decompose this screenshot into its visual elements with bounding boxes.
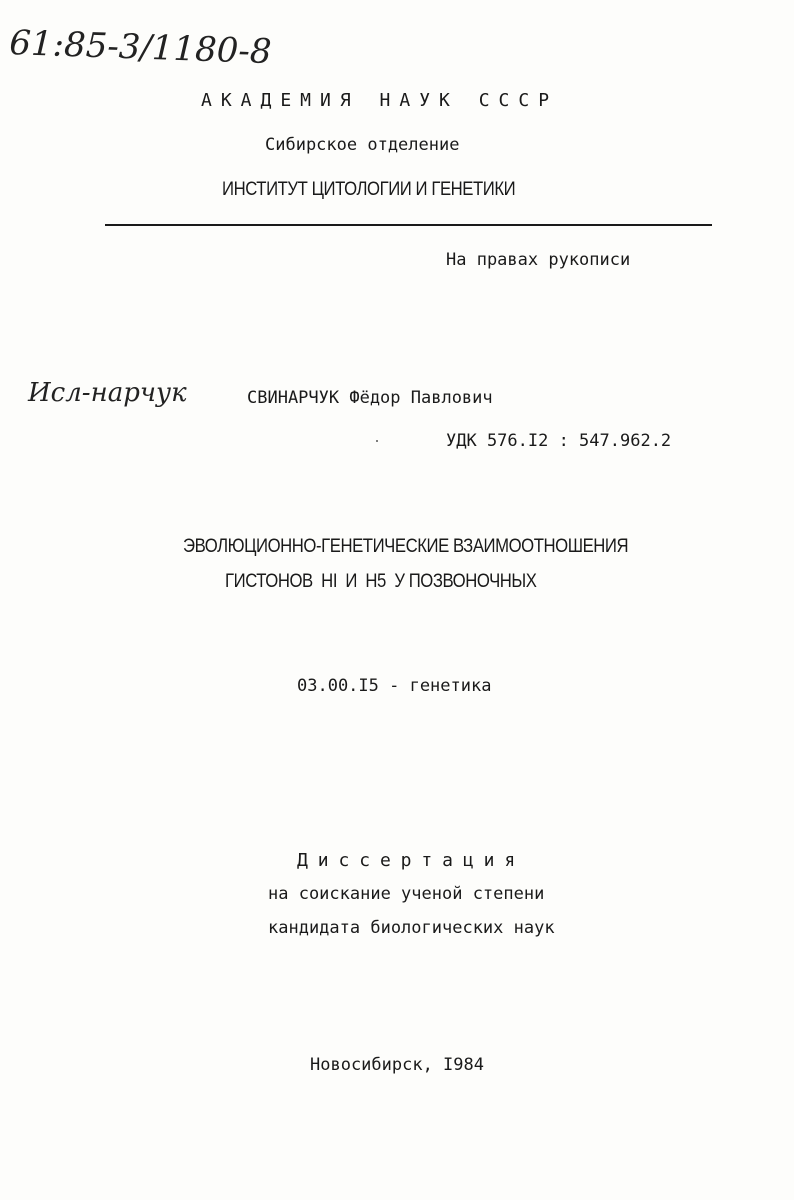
place-and-year: Новосибирск, I984 [310,1055,484,1075]
branch-name: Сибирское отделение [265,135,460,155]
degree-line-1: на соискание ученой степени [268,884,545,904]
institute-name: ИНСТИТУТ ЦИТОЛОГИИ И ГЕНЕТИКИ [222,179,516,200]
author-name: СВИНАРЧУК Фёдор Павлович [247,388,493,408]
dissertation-title-line-1: ЭВОЛЮЦИОННО-ГЕНЕТИЧЕСКИЕ ВЗАИМООТНОШЕНИЯ [183,536,629,557]
header-divider [105,224,712,226]
paper-speck [376,440,378,442]
degree-line-2: кандидата биологических наук [268,918,555,938]
handwritten-archive-code: 61:85-3/1180-8 [8,23,273,73]
handwritten-note: Исл-нарчук [28,378,187,408]
dissertation-title-line-2: ГИСТОНОВ НI И Н5 У ПОЗВОНОЧНЫХ [225,571,537,592]
academy-title: АКАДЕМИЯ НАУК СССР [201,90,559,111]
specialty-code: 03.00.I5 - генетика [297,676,492,696]
udc-code: УДК 576.I2 : 547.962.2 [446,431,672,451]
rights-notice: На правах рукописи [446,250,631,270]
dissertation-label: Диссертация [297,850,526,871]
